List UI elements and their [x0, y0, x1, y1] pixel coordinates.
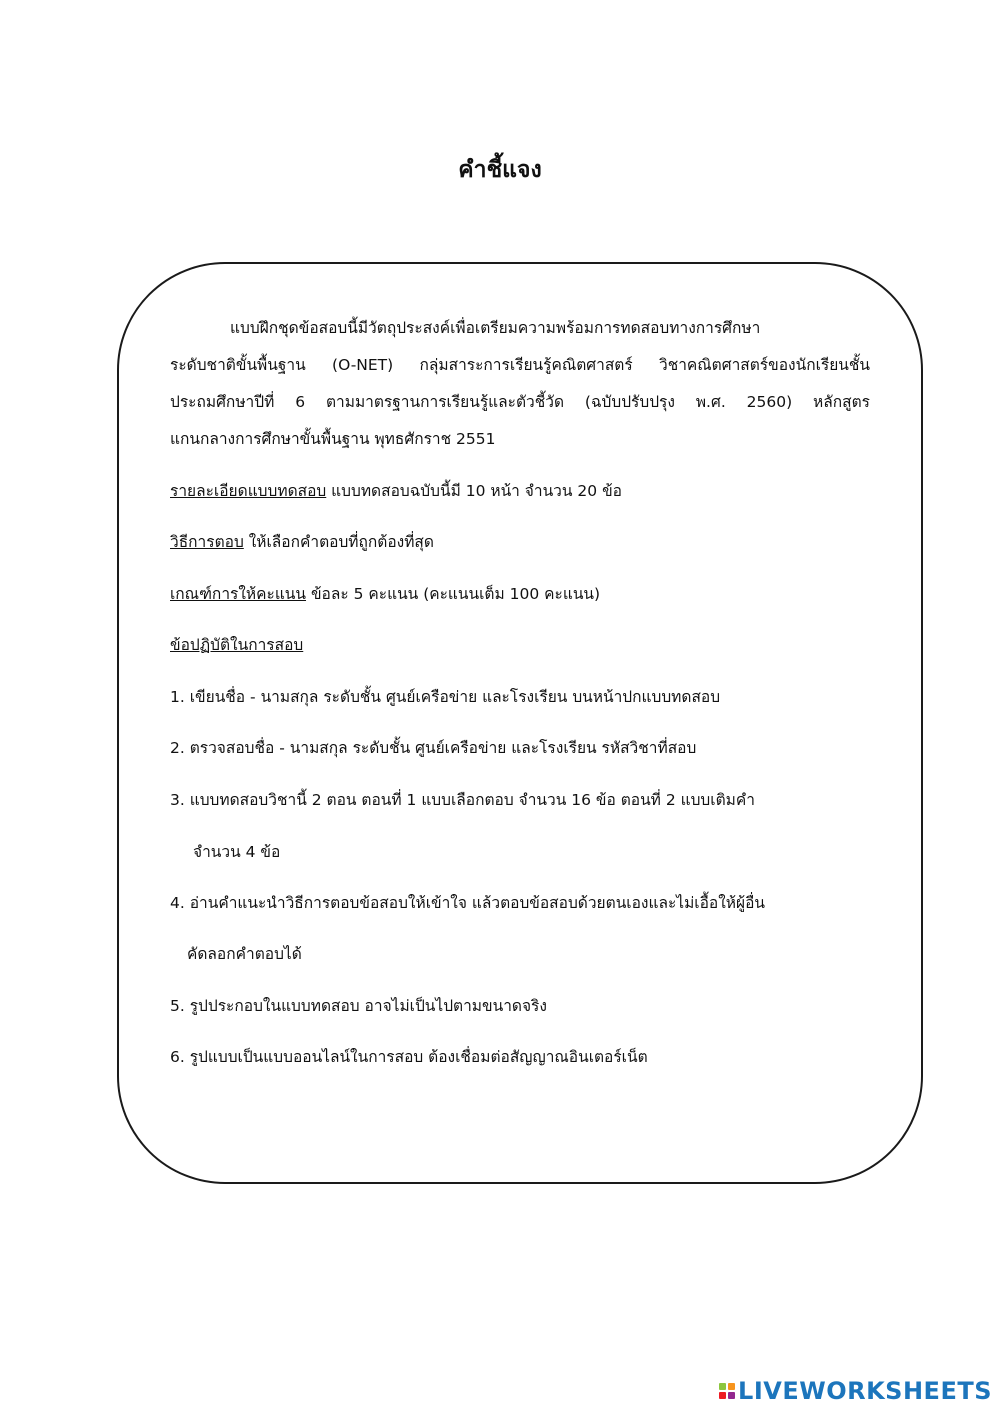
method-line [170, 531, 870, 553]
logo-square [719, 1383, 726, 1390]
details-label: รายละเอียดแบบทดสอบ [170, 482, 327, 500]
logo-text: LIVEWORKSHEETS [738, 1377, 992, 1405]
rule-item-2: 2. ตรวจสอบชื่อ - นามสกุล ระดับชั้น ศูนย์เครือข่าย และโรงเรียน รหัสวิชาที่สอบ [170, 739, 697, 757]
logo-square [728, 1383, 735, 1390]
rules-heading: ข้อปฏิบัติในการสอบ [170, 636, 304, 654]
liveworksheets-logo[interactable] [719, 1376, 992, 1406]
scoring-label: เกณฑ์การให้คะแนน [170, 585, 307, 603]
method-text: ให้เลือกคำตอบที่ถูกต้องที่สุด [243, 533, 434, 551]
details-text: แบบทดสอบฉบับนี้มี 10 หน้า จำนวน 20 ข้อ [326, 482, 622, 500]
rule-item-3: 3. แบบทดสอบวิชานี้ 2 ตอน ตอนที่ 1 แบบเลือกตอบ จำนวน 16 ข้อ ตอนที่ 2 แบบเติมคำ [170, 791, 755, 809]
scoring-text: ข้อละ 5 คะแนน (คะแนนเต็ม 100 คะแนน) [306, 585, 601, 603]
rule-item-3-continued: จำนวน 4 ข้อ [193, 843, 281, 861]
intro-line-3: ประถมศึกษาปีที่ 6 ตามมาตรฐานการเรียนรู้และตัวชี้วัด (ฉบับปรับปรุง พ.ศ. 2560) หลักสูตร [170, 393, 870, 411]
scoring-line [170, 583, 870, 605]
logo-square [719, 1392, 726, 1399]
logo-mark-icon [719, 1383, 735, 1399]
logo-square [728, 1392, 735, 1399]
rule-item-4-continued: คัดลอกคำตอบได้ [187, 945, 302, 963]
rule-item-1: 1. เขียนชื่อ - นามสกุล ระดับชั้น ศูนย์เครือข่าย และโรงเรียน บนหน้าปกแบบทดสอบ [170, 688, 721, 706]
intro-line-2: ระดับชาติขั้นพื้นฐาน (O-NET) กลุ่มสาระการเรียนรู้คณิตศาสตร์ วิชาคณิตศาสตร์ของนักเรียนชั้น [170, 356, 870, 374]
rule-item-4: 4. อ่านคำแนะนำวิธีการตอบข้อสอบให้เข้าใจ แล้วตอบข้อสอบด้วยตนเองและไม่เอื้อให้ผู้อื่น [170, 894, 765, 912]
rule-item-5: 5. รูปประกอบในแบบทดสอบ อาจไม่เป็นไปตามขนาดจริง [170, 997, 547, 1015]
intro-line-1: แบบฝึกชุดข้อสอบนี้มีวัตถุประสงค์เพื่อเตรียมความพร้อมการทดสอบทางการศึกษา [230, 319, 761, 337]
page-title: คำชี้แจง [458, 157, 542, 183]
rule-item-6: 6. รูปแบบเป็นแบบออนไลน์ในการสอบ ต้องเชื่อมต่อสัญญาณอินเตอร์เน็ต [170, 1048, 648, 1066]
details-line [170, 480, 870, 502]
method-label: วิธีการตอบ [170, 533, 244, 551]
intro-line-4: แกนกลางการศึกษาขั้นพื้นฐาน พุทธศักราช 2551 [170, 430, 496, 448]
